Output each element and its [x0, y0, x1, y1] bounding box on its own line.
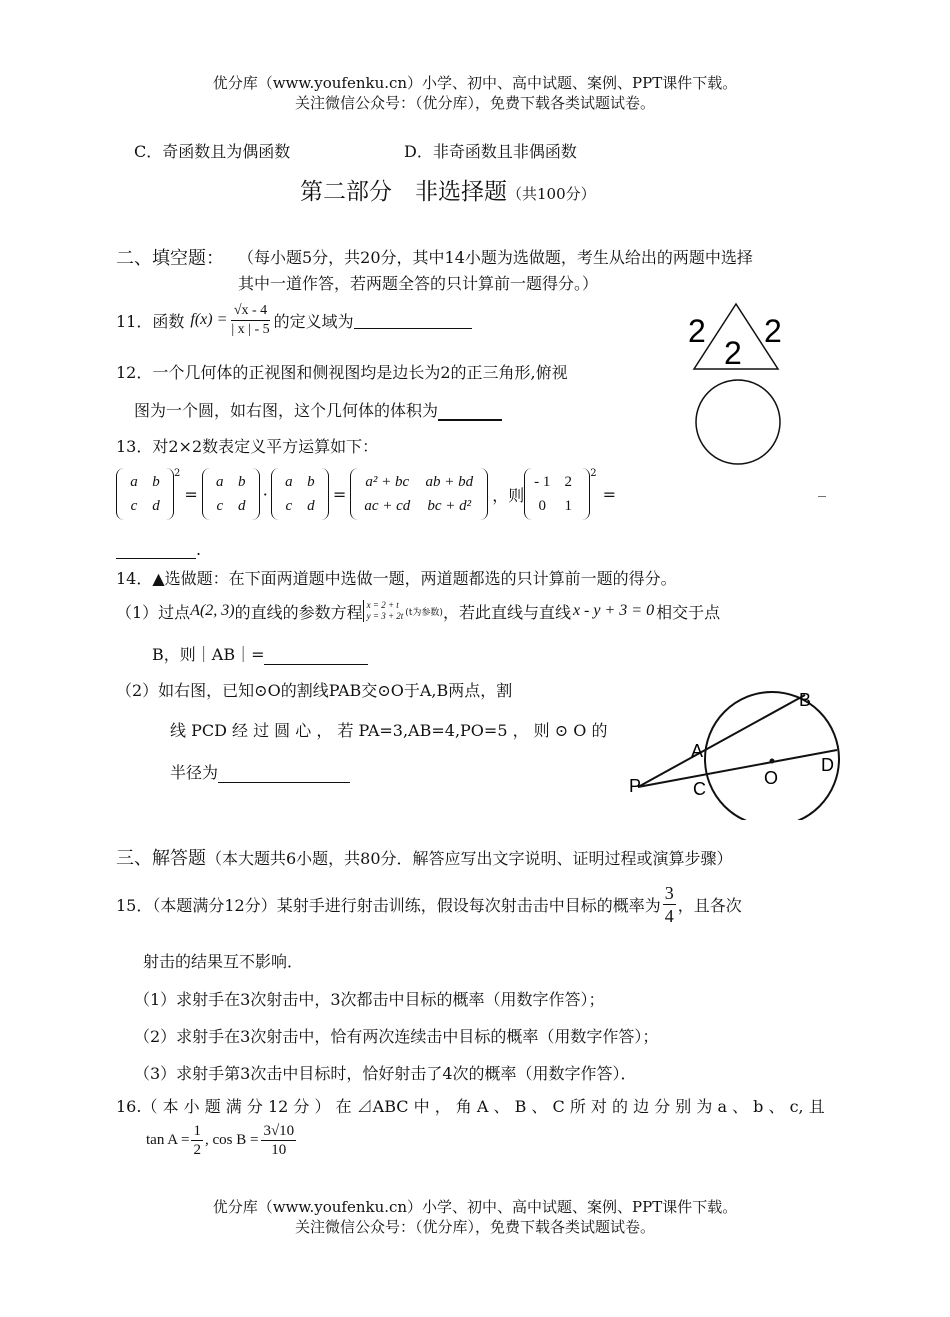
page-header-line2: 关注微信公众号：（优分库），免费下载各类试题试卷。 [294, 94, 655, 112]
secant-pcd [638, 750, 837, 787]
q14-p2b: 线 PCD 经 过 圆 心 ， 若 PA=3,AB=4,PO=5 ， 则 ⊙ O 的 [170, 721, 608, 740]
q13-matrix-question [524, 468, 590, 520]
q13-matrix-2 [202, 468, 260, 520]
q16-tan-num: 1 [193, 1122, 201, 1139]
fill-desc-line1: （每小题5分，共20分，其中14小题为选做题，考生从给出的两题中选择 [238, 248, 753, 267]
q13-eq3: = [602, 484, 617, 504]
q14-param-system [363, 600, 404, 622]
mr-22: bc + d² [427, 498, 472, 514]
q11-denominator: | x | - 5 [231, 321, 270, 337]
q13-line1: 13．对2×2数表定义平方运算如下： [116, 437, 379, 456]
q16-a: 16.（ 本 小 题 满 分 12 分 ） 在 ⊿ABC 中 ， 角 A 、 B 、 C 所 对 的 边 分 别 为 a 、 b 、 c, 且 [116, 1097, 825, 1116]
fill-heading: 二、填空题： [116, 248, 224, 269]
q14-p1e-line [152, 642, 368, 665]
m2-a: a [216, 474, 224, 490]
m3-d: d [307, 498, 315, 514]
q14-param-note: (t为参数) [405, 607, 443, 618]
part3-heading-line [116, 844, 733, 870]
option-c: C．奇函数且为偶函数 [134, 142, 291, 161]
q13-equation [116, 468, 616, 520]
q12-figure [680, 296, 800, 466]
circle-o [705, 692, 839, 820]
q11-fraction [231, 302, 269, 339]
q11-numerator: √x - 4 [231, 302, 269, 321]
center-point [770, 759, 775, 764]
m1-c: c [130, 498, 138, 514]
q13-matrix-3 [271, 468, 329, 520]
label-b: B [799, 690, 812, 710]
q14-figure [625, 680, 850, 820]
q16-cos-fraction [261, 1122, 296, 1159]
mr-21: ac + cd [364, 498, 411, 514]
q14-p1b: 的直线的参数方程 [234, 602, 363, 622]
page-header-line1: 优分库（www.youfenku.cn）小学、初中、高中试题、案例、PPT课件下载。 [212, 74, 738, 92]
page-footer-line1: 优分库（www.youfenku.cn）小学、初中、高中试题、案例、PPT课件下载。 [212, 1198, 738, 1216]
q14-p2-answer-blank [218, 766, 350, 783]
part2-title [300, 173, 596, 206]
part3-desc: （本大题共6小题，共80分．解答应写出文字说明、证明过程或演算步骤） [206, 849, 733, 868]
label-p: P [629, 776, 642, 796]
m2-c: c [216, 498, 224, 514]
q16-cos-den: 10 [271, 1141, 287, 1158]
q12-line2 [134, 398, 502, 421]
q14-p1e: B，则｜AB｜= [152, 645, 265, 664]
q12-line1: 12．一个几何体的正视图和侧视图均是边长为2的正三角形,俯视 [116, 363, 568, 382]
part2-title-text: 第二部分 非选择题 [300, 179, 507, 205]
m3-c: c [285, 498, 293, 514]
q14-p1-answer-blank [264, 648, 368, 665]
q16-tan-den: 2 [193, 1141, 201, 1158]
q11-answer-blank [354, 312, 472, 329]
q14-p2a: （2）如右图，已知⊙O的割线PAB交⊙O于A,B两点，割 [116, 681, 513, 700]
q15-den: 4 [664, 905, 674, 926]
q14-line1: 14．▲选做题：在下面两道题中选做一题，两道题都选的只计算前一题的得分。 [116, 569, 677, 588]
q13-end: . [196, 540, 202, 559]
m1-a: a [130, 474, 138, 490]
q15-s1: （1）求射手在3次射击中，3次都击中目标的概率（用数字作答）； [134, 990, 605, 1009]
q15-s2: （2）求射手在3次射击中，恰有两次连续击中目标的概率（用数字作答）； [134, 1027, 659, 1046]
part2-score: （共100分） [507, 185, 596, 203]
q14-p2c: 半径为 [170, 763, 219, 782]
q13-answer-blank [116, 542, 196, 559]
q13-matrix-result [350, 468, 488, 520]
m2-b: b [238, 474, 246, 490]
fig12-label-center: 2 [724, 335, 742, 371]
q16-formula [146, 1116, 296, 1164]
q13-eq2: = [332, 484, 347, 504]
m2-d: d [238, 498, 246, 514]
fill-desc-line2: 其中一道作答，若两题全答的只计算前一题得分。） [238, 274, 599, 293]
q13-eq1: = [184, 484, 198, 504]
secant-pab [638, 695, 805, 787]
m3-a: a [285, 474, 293, 490]
label-d: D [821, 755, 834, 775]
q11-func: f(x) = [190, 311, 228, 328]
q13-answer-line [116, 540, 201, 559]
q15-s3: （3）求射手第3次击中目标时，恰好射击了4次的概率（用数字作答）． [134, 1064, 637, 1083]
q11-suffix: 的定义域为 [273, 311, 354, 331]
q15-num: 3 [664, 882, 674, 903]
mq-12: 2 [564, 474, 573, 490]
mq-11: - 1 [534, 474, 551, 490]
q15-c: 射击的结果互不影响． [143, 952, 304, 971]
q14-p1a: （1）过点 [116, 602, 191, 622]
q13-square-1: 2 [174, 468, 181, 479]
question-15 [116, 880, 742, 928]
q14-p2c-line [170, 760, 350, 783]
question-11 [116, 300, 472, 340]
circle-shape [696, 380, 780, 464]
m1-b: b [152, 474, 160, 490]
q16-tan: tan A = [146, 1131, 190, 1148]
q12-line2-text: 图为一个圆，如右图，这个几何体的体积为 [134, 401, 439, 420]
mq-22: 1 [564, 498, 573, 514]
m3-b: b [307, 474, 315, 490]
q13-square-2: 2 [590, 468, 597, 479]
q13-dash: _ [818, 478, 826, 497]
q14-part1 [116, 596, 720, 626]
q14-param2: y = 3 + 2t [366, 611, 404, 621]
mq-21: 0 [538, 498, 547, 514]
option-d: D．非奇函数且非偶函数 [404, 142, 577, 161]
q13-then: ，则 [492, 485, 525, 505]
label-a: A [691, 741, 704, 761]
label-c: C [693, 779, 706, 799]
q11-prefix: 11．函数 [116, 311, 185, 331]
q13-matrix-1 [116, 468, 174, 520]
fig12-label-left: 2 [688, 313, 706, 349]
page-footer-line2: 关注微信公众号：（优分库），免费下载各类试题试卷。 [294, 1218, 655, 1236]
q15-fraction [663, 882, 676, 927]
q16-cos: , cos B = [204, 1131, 259, 1148]
q16-cos-num: 3√10 [263, 1122, 295, 1139]
q13-dot: · [262, 484, 268, 504]
q12-answer-blank [438, 403, 502, 421]
q14-line-eq: x - y + 3 = 0 [572, 602, 655, 619]
q14-p1d: 相交于点 [656, 602, 721, 622]
mr-11: a² + bc [365, 474, 410, 490]
q16-tan-fraction [191, 1122, 203, 1159]
fig12-label-right: 2 [764, 313, 782, 349]
mr-12: ab + bd [425, 474, 474, 490]
q15-a: 15．（本题满分12分）某射手进行射击训练，假设每次射击击中目标的概率为 [116, 895, 661, 915]
label-o: O [764, 768, 779, 788]
part3-heading: 三、解答题 [116, 848, 206, 869]
q14-point: A(2, 3) [190, 602, 235, 619]
q14-p1c: ，若此直线与直线 [442, 602, 571, 622]
q15-b: ，且各次 [677, 895, 742, 915]
q14-param1: x = 2 + t [366, 600, 399, 610]
m1-d: d [152, 498, 160, 514]
